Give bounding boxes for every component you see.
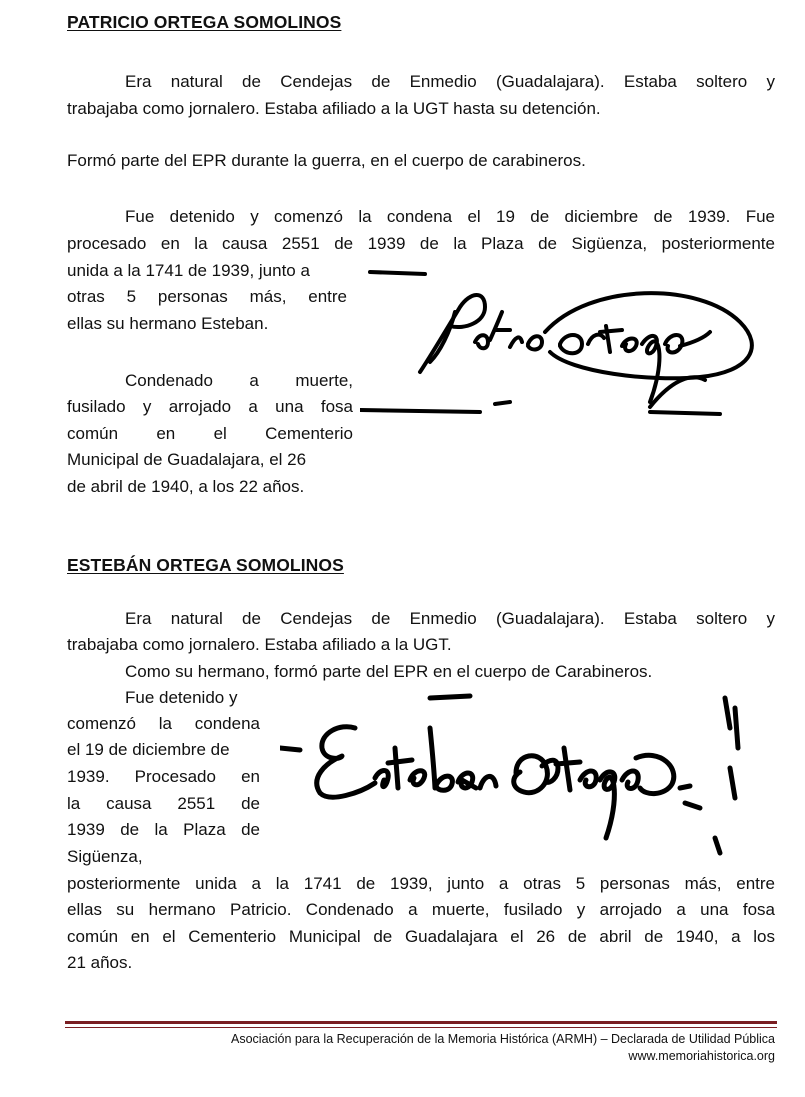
- section2-p3-line3: el 19 de diciembre de: [67, 740, 230, 759]
- section2-heading: ESTEBÁN ORTEGA SOMOLINOS: [67, 555, 344, 575]
- section1-p4-line2: fusilado y arrojado a una fosa: [67, 397, 353, 416]
- section2-p3-line9: ellas su hermano Patricio. Condenado a muerte, fusilado y arrojado a una fosa: [67, 900, 775, 919]
- section1-p3-line5: ellas su hermano Esteban.: [67, 314, 269, 333]
- section2-p3-line5: la causa 2551 de: [67, 794, 260, 813]
- signature-patricio-image: [360, 262, 760, 432]
- footer-website: www.memoriahistorica.org: [628, 1049, 775, 1063]
- section1-heading: PATRICIO ORTEGA SOMOLINOS: [67, 12, 342, 32]
- section2-p3-line1: Fue detenido y: [125, 688, 238, 707]
- footer-rule-thick: [65, 1021, 777, 1024]
- section2-p3-line2: comenzó la condena: [67, 714, 260, 733]
- section2-p3-line6: 1939 de la Plaza de: [67, 820, 260, 839]
- section1-p3-line1: Fue detenido y comenzó la condena el 19 de diciembre de 1939. Fue: [125, 207, 775, 226]
- section1-p3-line3: unida a la 1741 de 1939, junto a: [67, 261, 310, 280]
- section2-p3-line8: posteriormente unida a la 1741 de 1939, junto a otras 5 personas más, entre: [67, 874, 775, 893]
- section1-p4-line3: común en el Cementerio: [67, 424, 353, 443]
- footer-rule-thin: [65, 1027, 777, 1028]
- section2-p3-line10: común en el Cementerio Municipal de Guadalajara el 26 de abril de 1940, a los: [67, 927, 775, 946]
- section1-p4-line4: Municipal de Guadalajara, el 26: [67, 450, 307, 469]
- section2-p1-line2: trabajaba como jornalero. Estaba afiliado a la UGT.: [67, 635, 452, 654]
- section2-p3-line11: 21 años.: [67, 953, 133, 972]
- section2-p1-line1: Era natural de Cendejas de Enmedio (Guadalajara). Estaba soltero y: [125, 609, 775, 628]
- section1-p4-line5: de abril de 1940, a los 22 años.: [67, 477, 305, 496]
- section1-p3-line2: procesado en la causa 2551 de 1939 de la Plaza de Sigüenza, posteriormente: [67, 234, 775, 253]
- section1-p1-line1: Era natural de Cendejas de Enmedio (Guadalajara). Estaba soltero y: [125, 72, 775, 91]
- signature-esteban-image: [280, 688, 745, 863]
- footer-organization: Asociación para la Recuperación de la Memoria Histórica (ARMH) – Declarada de Utilidad Pública: [231, 1032, 775, 1046]
- section2-p2: Como su hermano, formó parte del EPR en el cuerpo de Carabineros.: [125, 662, 653, 681]
- section1-p2: Formó parte del EPR durante la guerra, en el cuerpo de carabineros.: [67, 151, 586, 170]
- section1-p1-line2: trabajaba como jornalero. Estaba afiliado a la UGT hasta su detención.: [67, 99, 601, 118]
- signature-esteban-text: Esteban Ortega: [480, 747, 495, 749]
- signature-patricio-text: Patricio Ortega: [560, 321, 574, 323]
- section2-p3-line7: Sigüenza,: [67, 847, 143, 866]
- section2-p3-line4: 1939. Procesado en: [67, 767, 260, 786]
- section1-p3-line4: otras 5 personas más, entre: [67, 287, 347, 306]
- section1-p4-line1: Condenado a muerte,: [125, 371, 353, 390]
